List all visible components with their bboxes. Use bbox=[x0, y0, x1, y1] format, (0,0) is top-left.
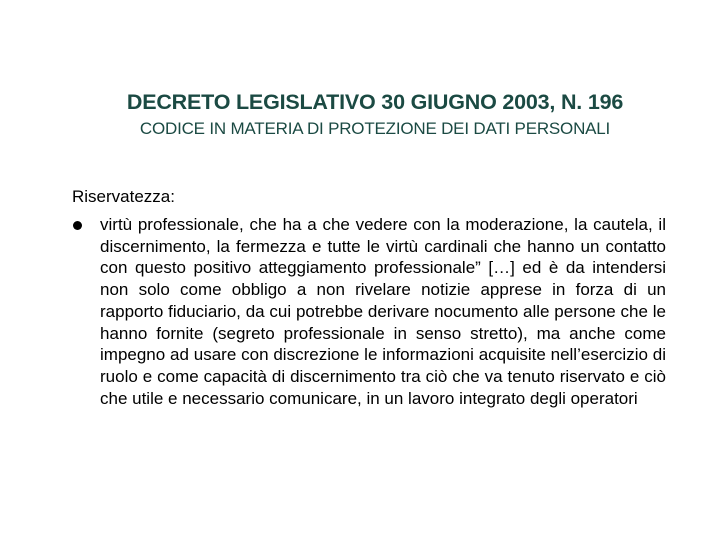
bullet-icon bbox=[73, 221, 82, 230]
bullet-text: virtù professionale, che ha a che vedere con la moderazione, la cautela, il discernimento, la fermezza e tutte le virtù cardinali che hanno un contatto con questo positivo atteggiamento professionale” […] ed è da intendersi non solo come obbligo a non rivelare notizie apprese in forza di un rapporto fiduciario, da cui potrebbe derivare nocumento alle persone che le hanno fornite (segreto professionale in senso stretto), ma anche come impegno ad usare con discrezione le informazioni acquisite nell’esercizio di ruolo e come capacità di discernimento tra ciò che va tenuto riservato e ciò che utile e necessario comunicare, in un lavoro integrato degli operatori bbox=[100, 215, 666, 408]
slide-title: DECRETO LEGISLATIVO 30 GIUGNO 2003, N. 196 bbox=[126, 90, 624, 114]
slide-subtitle: CODICE IN MATERIA DI PROTEZIONE DEI DATI PERSONALI bbox=[139, 119, 611, 138]
section-heading: Riservatezza: bbox=[72, 187, 175, 206]
